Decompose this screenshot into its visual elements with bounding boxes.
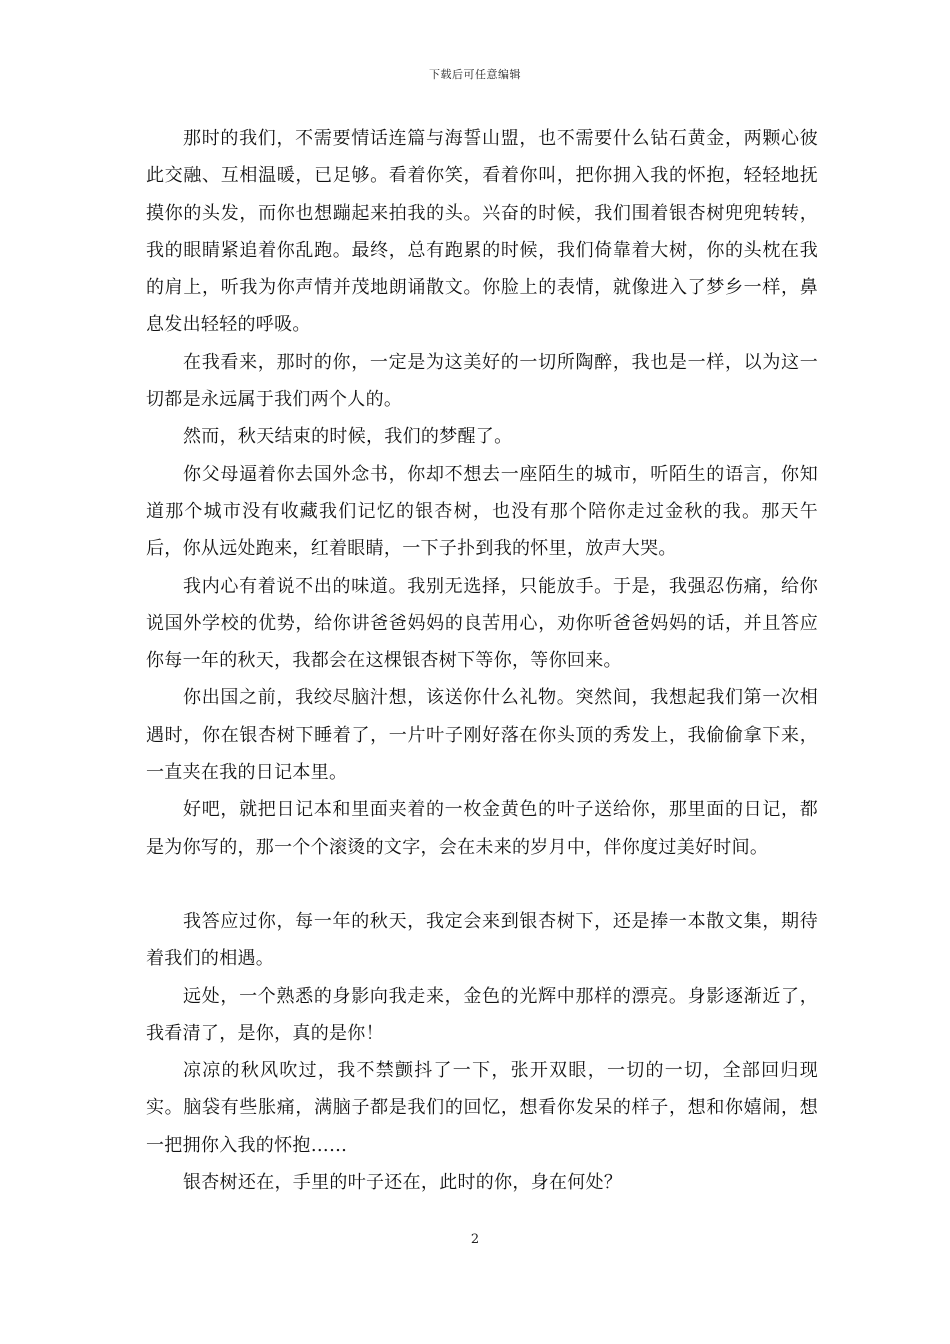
page-header: 下载后可任意编辑 (429, 68, 521, 81)
paragraph: 我答应过你，每一年的秋天，我定会来到银杏树下，还是捧一本散文集，期待着我们的相遇。 (146, 910, 818, 970)
paragraph: 你出国之前，我绞尽脑汁想，该送你什么礼物。突然间，我想起我们第一次相遇时，你在银杏树下睡着了，一片叶子刚好落在你头顶的秀发上，我偷偷拿下来，一直夹在我的日记本里。 (146, 687, 818, 784)
section-gap (146, 866, 818, 903)
paragraph: 好吧，就把日记本和里面夹着的一枚金黄色的叶子送给你，那里面的日记，都是为你写的，那一个个滚烫的文字，会在未来的岁月中，伴你度过美好时间。 (146, 799, 818, 858)
body-text (146, 120, 818, 1201)
paragraph: 你父母逼着你去国外念书，你却不想去一座陌生的城市，听陌生的语言，你知道那个城市没有收藏我们记忆的银杏树，也没有那个陪你走过金秋的我。那天午后，你从远处跑来，红着眼睛，一下子扑到我的怀里，放声大哭。 (146, 463, 818, 560)
paragraph: 凉凉的秋风吹过，我不禁颤抖了一下，张开双眼，一切的一切，全部回归现实。脑袋有些胀痛，满脑子都是我们的回忆，想看你发呆的样子，想和你嬉闹，想一把拥你入我的怀抱…… (146, 1060, 818, 1156)
paragraph: 远处，一个熟悉的身影向我走来，金色的光辉中那样的漂亮。身影逐渐近了，我看清了，是你，真的是你！ (146, 985, 818, 1044)
paragraph: 那时的我们，不需要情话连篇与海誓山盟，也不需要什么钻石黄金，两颗心彼此交融、互相温暖，已足够。看着你笑，看着你叫，把你拥入我的怀抱，轻轻地抚摸你的头发，而你也想蹦起来拍我的头。兴奋的时候，我们围着银杏树兜兜转转，我的眼睛紧追着你乱跑。最终，总有跑累的时候，我们倚靠着大树，你的头枕在我的肩上，听我为你声情并茂地朗诵散文。你脸上的表情，就像进入了梦乡一样，鼻息发出轻轻的呼吸。 (146, 128, 818, 336)
paragraph: 银杏树还在，手里的叶子还在，此时的你，身在何处？ (183, 1172, 623, 1194)
paragraph: 在我看来，那时的你，一定是为这美好的一切所陶醉，我也是一样，以为这一切都是永远属于我们两个人的。 (146, 351, 818, 411)
page-number: 2 (470, 1232, 480, 1247)
paragraph: 我内心有着说不出的味道。我别无选择，只能放手。于是，我强忍伤痛，给你说国外学校的优势，给你讲爸爸妈妈的良苦用心，劝你听爸爸妈妈的话，并且答应你每一年的秋天，我都会在这棵银杏树下等你，等你回来。 (146, 575, 818, 672)
paragraph: 然而，秋天结束的时候，我们的梦醒了。 (183, 426, 513, 448)
